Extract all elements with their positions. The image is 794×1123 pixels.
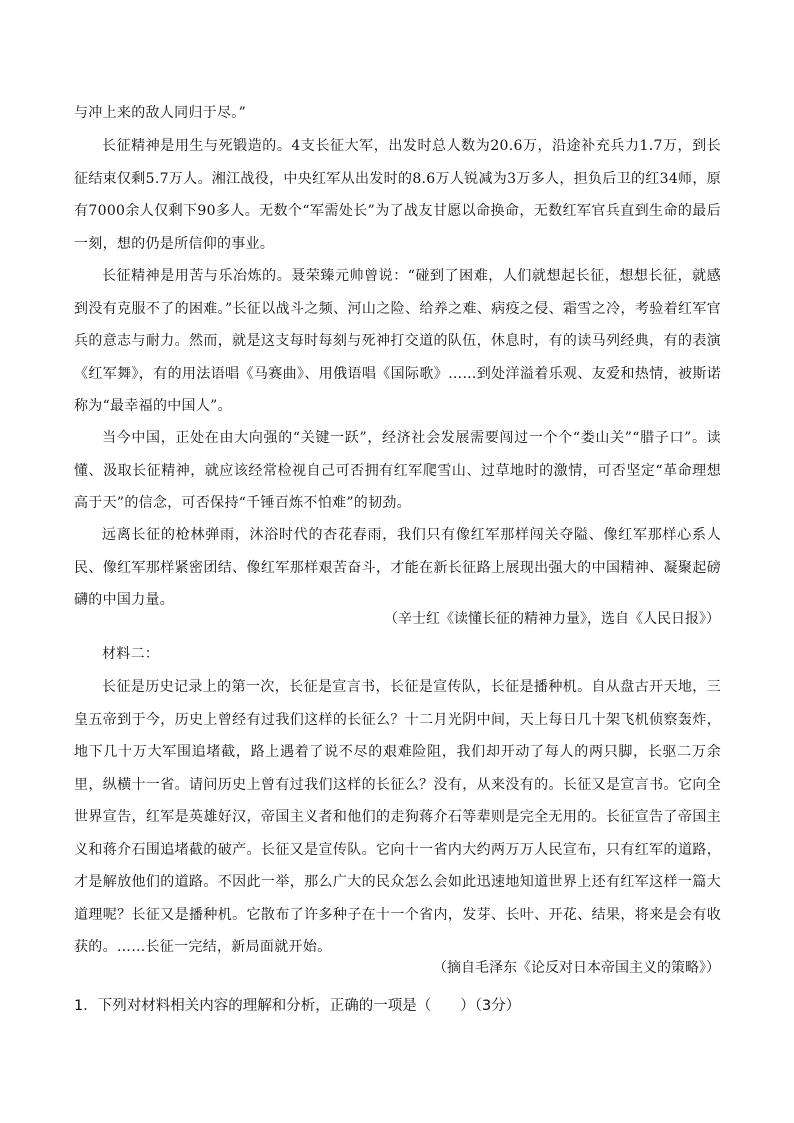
question-1: 1．下列对材料相关内容的理解和分析，正确的一项是（ ）（3分） — [74, 998, 521, 1014]
paragraph-2: 长征精神是用苦与乐冶炼的。聂荣臻元帅曾说：“碰到了困难，人们就想起长征，想想长征，就感到没有克服不了的困难。”长征以战斗之频、河山之险、给养之难、病疫之侵、霜雪之冷，考验着红军官兵的意志与耐力。然而，就是这支每时每刻与死神打交道的队伍，休息时，有的读马列经典，有的表演《红军舞》，有的用法语唱《马赛曲》、用俄语唱《国际歌》……到处洋溢着乐观、友爱和热情，被斯诺称为“最幸福的中国人”。 — [74, 268, 721, 414]
paragraph-4: 远离长征的枪林弹雨，沐浴时代的杏花春雨，我们只有像红军那样闯关夺隘、像红军那样心系人民、像红军那样紧密团结、像红军那样艰苦奋斗，才能在新长征路上展现出强大的中国精神、凝聚起磅礴的中国力量。 — [74, 527, 721, 608]
material-2-label: 材料二： — [102, 646, 160, 662]
paragraph-5: 长征是历史记录上的第一次，长征是宣言书，长征是宣传队，长征是播种机。自从盘古开天地，三皇五帝到于今，历史上曾经有过我们这样的长征么？十二月光阴中间，天上每日几十架飞机侦察轰炸，地下几十万大军围追堵截，路上遇着了说不尽的艰难险阻，我们却开动了每人的两只脚，长驱二万余里，纵横十一省。请问历史上曾有过我们这样的长征么？没有，从来没有的。长征又是宣言书。它向全世界宣告，红军是英雄好汉，帝国主义者和他们的走狗蒋介石等辈则是完全无用的。长征宣告了帝国主义和蒋介石围追堵截的破产。长征又是宣传队。它向十一省内大约两万万人民宣布，只有红军的道路，才是解放他们的道路。不因此一举，那么广大的民众怎么会如此迅速地知道世界上还有红军这样一篇大道理呢？长征又是播种机。它散布了许多种子在十一个省内，发芽、长叶、开花、结果，将来是会有收获的。……长征一完结，新局面就开始。 — [74, 679, 721, 955]
source-citation-1: （辛士红《读懂长征的精神力量》，选自《人民日报》） — [384, 611, 720, 627]
source-citation-2: （摘自毛泽东《论反对日本帝国主义的策略》） — [433, 960, 720, 976]
paragraph-3: 当今中国，正处在由大向强的“关键一跃”，经济社会发展需要闯过一个个“娄山关”“腊子口”。读懂、汲取长征精神，就应该经常检视自己可否拥有红军爬雪山、过草地时的激情，可否坚定“革命理想高于天”的信念，可否保持“千锤百炼不怕难”的韧劲。 — [74, 430, 721, 511]
paragraph-1: 长征精神是用生与死锻造的。4支长征大军，出发时总人数为20.6万，沿途补充兵力1.7万，到长征结束仅剩5.7万人。湘江战役，中央红军从出发时的8.6万人锐减为3万多人，担负后卫的红34师，原有7000余人仅剩下90多人。无数个“军需处长”为了战友甘愿以命换命，无数红军官兵直到生命的最后一刻，想的仍是所信仰的事业。 — [74, 138, 721, 252]
paragraph-continuation: 与冲上来的敌人同归于尽。” — [74, 105, 247, 121]
